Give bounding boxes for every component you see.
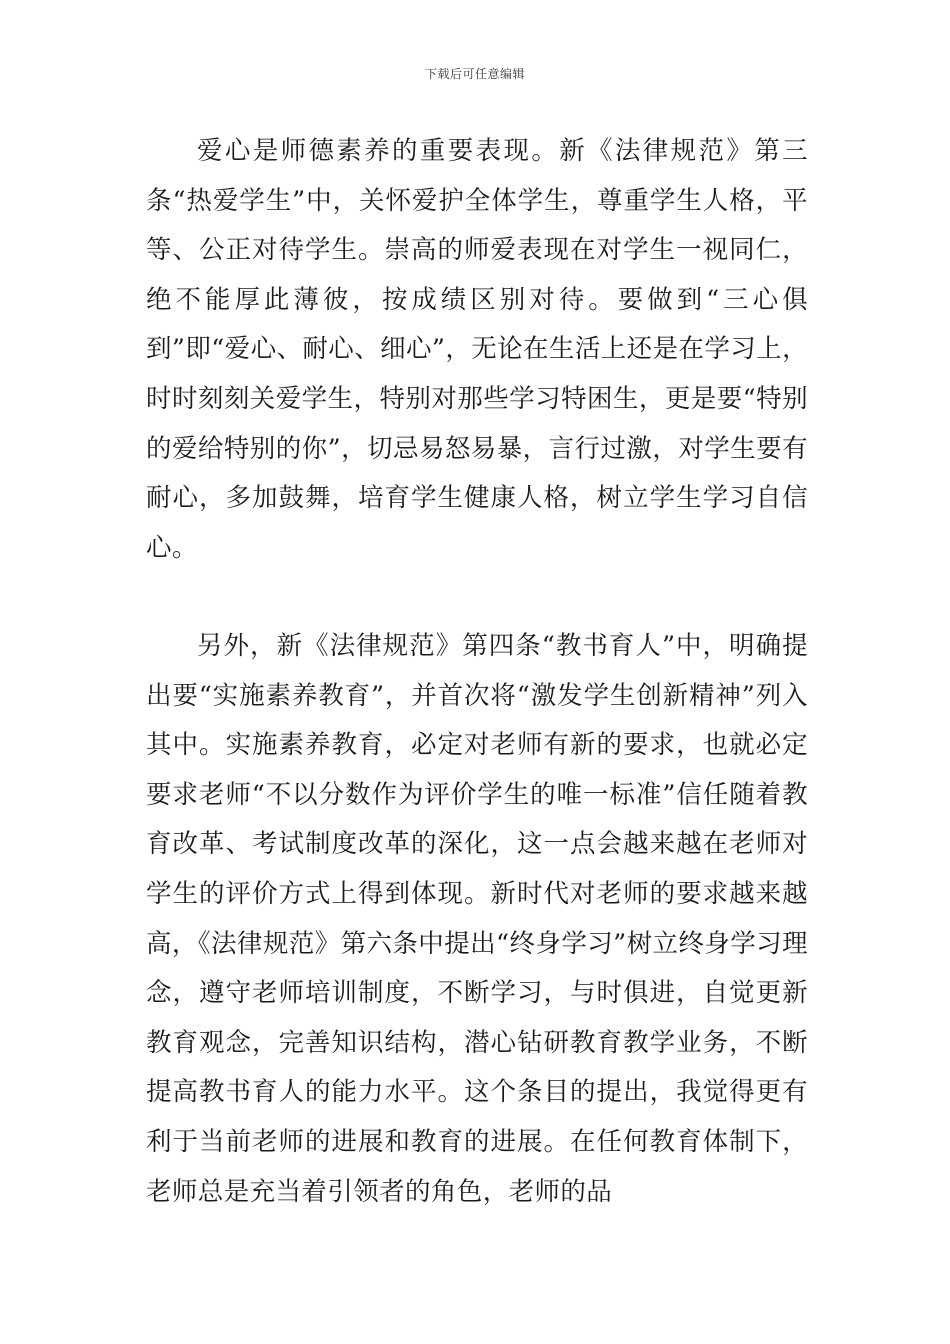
- document-body-continued: [146, 622, 808, 1217]
- paragraph-2: 另外，新《法律规范》第四条“教书育人”中，明确提出要“实施素养教育”，并首次将“激发学生创新精神”列入其中。实施素养教育，必定对老师有新的要求，也就必定要求老师“不以分数作为评价学生的唯一标准”信任随着教育改革、考试制度改革的深化，这一点会越来越在老师对学生的评价方式上得到体现。新时代对老师的要求越来越高，《法律规范》第六条中提出“终身学习”树立终身学习理念，遵守老师培训制度，不断学习，与时俱进，自觉更新教育观念，完善知识结构，潜心钻研教育教学业务，不断提高教书育人的能力水平。这个条目的提出，我觉得更有利于当前老师的进展和教育的进展。在任何教育体制下，老师总是充当着引领者的角色，老师的品: [146, 631, 808, 1207]
- paragraph-1: 爱心是师德素养的重要表现。新《法律规范》第三条“热爱学生”中，关怀爱护全体学生，尊重学生人格，平等、公正对待学生。崇高的师爱表现在对学生一视同仁，绝不能厚此薄彼，按成绩区别对待。要做到“三心俱到”即“爱心、耐心、细心”，无论在生活上还是在学习上，时时刻刻关爱学生，特别对那些学习特困生，更是要“特别的爱给特别的你”，切忌易怒易暴，言行过激，对学生要有耐心，多加鼓舞，培育学生健康人格，树立学生学习自信心。: [146, 136, 808, 563]
- document-body: [146, 127, 808, 573]
- page-header-note: 下载后可任意编辑: [424, 67, 525, 81]
